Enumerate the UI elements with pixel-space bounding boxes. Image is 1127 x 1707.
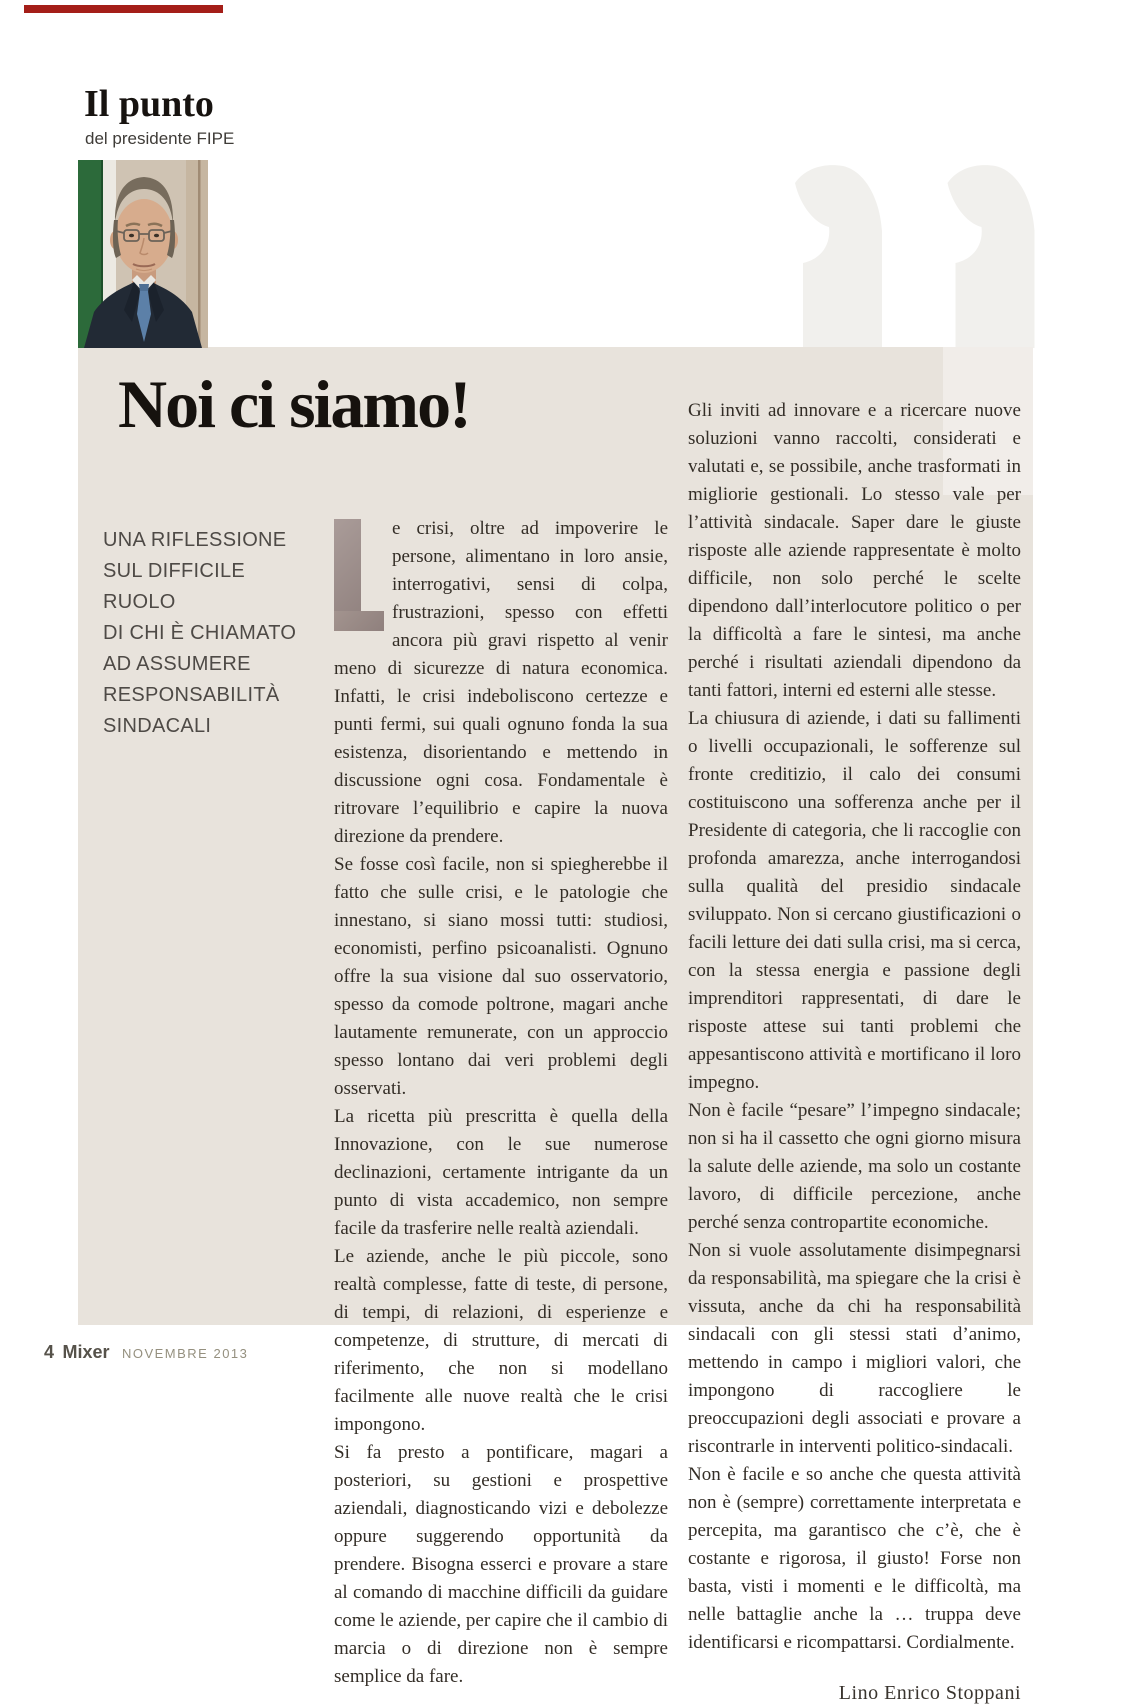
paragraph: RESPONSABILITÀ — [103, 684, 280, 706]
lead-paragraph-text: e crisi, oltre ad impoverire le persone, alimentano in loro ansie, interrogativi, sensi di colpa, frustrazioni, spesso con effetti ancora più gravi rispetto al venir meno di sicurezze di natura economica. Infatti, le crisi indeboliscono certezze e punti fermi, sui quali ognuno fonda la sua esistenza, disorientando e mettendo in discussione ogni cosa. Fondamentale è ritrovare l’equilibrio e capire la nuova direzione da prendere. — [334, 518, 668, 847]
article-column-right — [688, 397, 1021, 1707]
paragraph: UNA RIFLESSIONE — [103, 529, 287, 551]
paragraph: SUL DIFFICILE RUOLO — [103, 560, 246, 613]
paragraph: DI CHI È CHIAMATO — [103, 622, 297, 644]
page-footer — [44, 1342, 248, 1363]
section-subtitle: del presidente FIPE — [85, 129, 235, 148]
paragraph: Non si vuole assolutamente disimpegnarsi da responsabilità, ma spiegare che la crisi è vissuta, anche da chi ha responsabilità sindacali con gli stessi stati d’animo, mettendo in campo i migliori valori, che impongono di raccogliere le preoccupazioni degli associati e provare a riscontrarle in interventi politico-sindacali. — [688, 1240, 1021, 1457]
lead-paragraph — [334, 515, 668, 851]
drop-cap-foot — [334, 611, 384, 631]
paragraph: Non è facile “pesare” l’impegno sindacale; non si ha il cassetto che ogni giorno misura la salute delle aziende, ma solo un costante lavoro, di difficile percezione, anche perché senza contropartite economiche. — [688, 1100, 1021, 1233]
paragraph: La ricetta più prescritta è quella della Innovazione, con le sue numerose declinazioni, certamente intrigante da un punto di vista accademico, non sempre facile da trasferire nelle realtà aziendali. — [334, 1106, 668, 1239]
paragraph: AD ASSUMERE — [103, 653, 251, 675]
article-column-left — [334, 515, 668, 1691]
drop-cap-L — [334, 519, 384, 649]
magazine-name: Mixer — [62, 1342, 110, 1362]
author-signature: Lino Enrico Stoppani — [838, 1682, 1021, 1704]
paragraph: Le aziende, anche le più piccole, sono realtà complesse, fatte di teste, di persone, di tempi, di relazioni, di esperienze e competenze, di strutture, di mercati di riferimento, che non si modellano facilmente alle nuove realtà che le crisi impongono. — [334, 1246, 668, 1435]
paragraph: Gli inviti ad innovare e a ricercare nuove soluzioni vanno raccolti, considerati e valutati e, se possibile, anche trasformati in migliorie gestionali. Lo stesso vale per l’attività sindacale. Saper dare le giuste risposte alle aziende rappresentate è molto difficile, non solo perché le scelte dipendono dall’interlocutore politico o per la difficoltà a fare le sintesi, ma anche perché i risultati aziendali dipendono da tanti fattori, interni ed esterni alle stesse. — [688, 400, 1021, 701]
issue-date: NOVEMBRE 2013 — [121, 1346, 249, 1361]
paragraph: Non è facile e so anche che questa attività non è (sempre) correttamente interpretata e percepita, ma garantisco che c’è, che è costante e rigorosa, il giusto! Forse non basta, visti i momenti e le difficoltà, ma nelle battaglie anche la … truppa deve identificarsi e ricompattarsi. Cordialmente. — [688, 1464, 1021, 1653]
article-title: Noi ci siamo! — [118, 366, 470, 442]
paragraph: Si fa presto a pontificare, magari a posteriori, su gestioni e prospettive aziendali, diagnosticando vizi e debolezze oppure suggerendo opportunità da prendere. Bisogna esserci e provare a stare al comando di macchine difficili da guidare come le aziende, per capire che il cambio di marcia o di direzione non è sempre semplice da fare. — [334, 1442, 668, 1687]
quote-mark-icon — [792, 163, 1036, 348]
paragraph-group-left — [334, 851, 668, 1691]
portrait-illustration — [78, 160, 208, 348]
paragraph: SINDACALI — [103, 715, 212, 737]
section-marker-bar — [24, 5, 223, 13]
paragraph: La chiusura di aziende, i dati su fallimenti o livelli occupazionali, le sofferenze sul fronte creditizio, il calo dei consumi costituiscono una sofferenza anche per il Presidente di categoria, che li raccoglie con profonda amarezza, anche interrogandosi sulla qualità del presidio sindacale sviluppato. Non si cercano giustificazioni o facili letture dei dati sulla crisi, ma si cerca, con la stessa energia e passione degli imprenditori rappresentati, di dare le risposte attese sui tanti problemi che appesantiscono attività e mortificano il loro impegno. — [688, 708, 1021, 1093]
section-title: Il punto — [84, 83, 214, 125]
article-standfirst — [103, 525, 323, 742]
page-number: 4 — [44, 1342, 55, 1362]
paragraph-group-right — [688, 397, 1021, 1657]
paragraph: Se fosse così facile, non si spiegherebbe il fatto che sulle crisi, e le patologie che innestano, si siano mossi tutti: studiosi, economisti, perfino psicoanalisti. Ognuno offre la sua visione dal suo osservatorio, spesso da comode poltrone, magari anche lautamente remunerate, con un approccio spesso lontano dai veri problemi degli osservati. — [334, 854, 668, 1099]
president-photo — [78, 160, 208, 348]
